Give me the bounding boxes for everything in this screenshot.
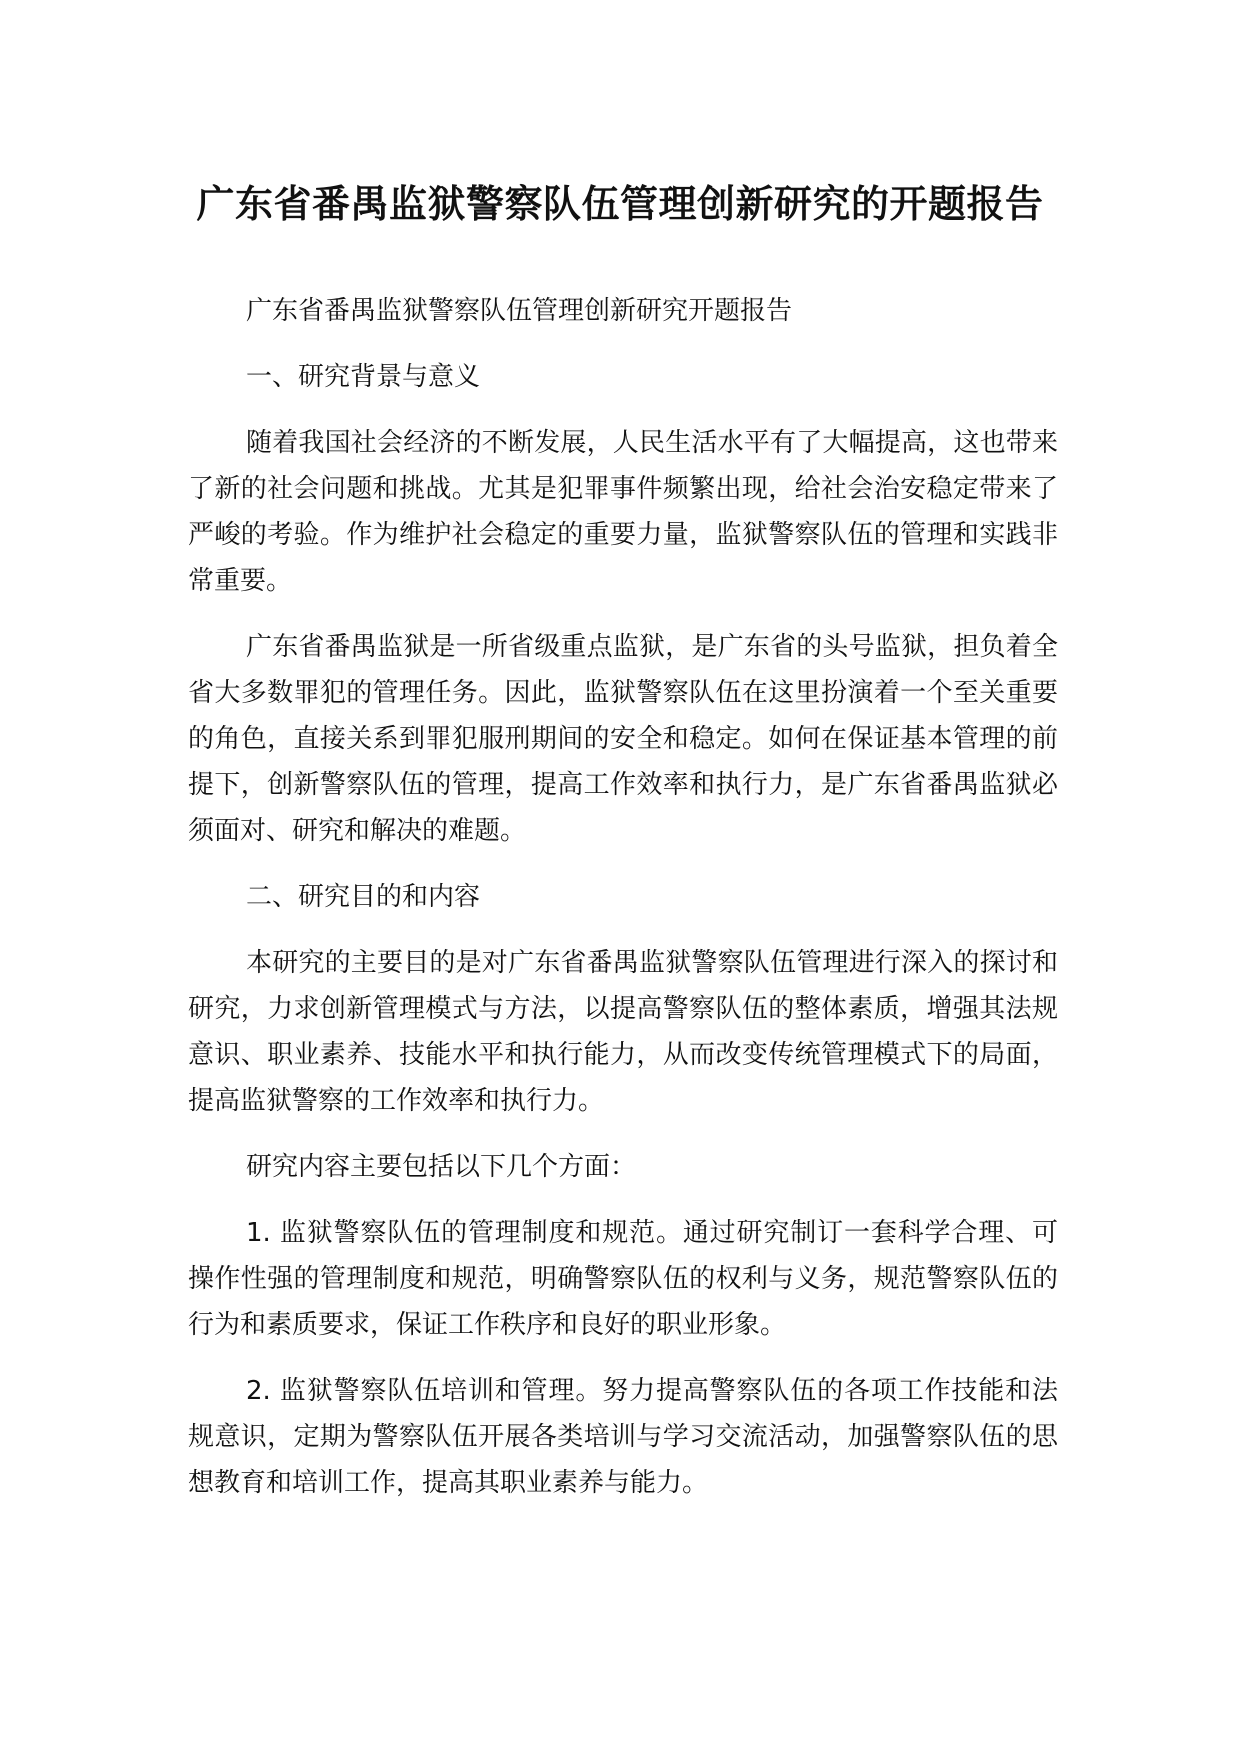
document-title: 广东省番禺监狱警察队伍管理创新研究的开题报告 bbox=[196, 182, 1044, 226]
document-body bbox=[188, 288, 1058, 1526]
paragraph-background: 随着我国社会经济的不断发展，人民生活水平有了大幅提高，这也带来了新的社会问题和挑战。尤其是犯罪事件频繁出现，给社会治安稳定带来了严峻的考验。作为维护社会稳定的重要力量，监狱警察队伍的管理和实践非常重要。 bbox=[188, 428, 1058, 596]
section-heading-background: 一、研究背景与意义 bbox=[246, 362, 481, 392]
paragraph-prison-intro: 广东省番禺监狱是一所省级重点监狱，是广东省的头号监狱，担负着全省大多数罪犯的管理任务。因此，监狱警察队伍在这里扮演着一个至关重要的角色，直接关系到罪犯服刑期间的安全和稳定。如何在保证基本管理的前提下，创新警察队伍的管理，提高工作效率和执行力，是广东省番禺监狱必须面对、研究和解决的难题。 bbox=[188, 632, 1058, 846]
section-heading-purpose: 二、研究目的和内容 bbox=[246, 882, 481, 912]
paragraph-content-intro: 研究内容主要包括以下几个方面： bbox=[246, 1152, 637, 1182]
list-item-training: 2. 监狱警察队伍培训和管理。努力提高警察队伍的各项工作技能和法规意识，定期为警察队伍开展各类培训与学习交流活动，加强警察队伍的思想教育和培训工作，提高其职业素养与能力。 bbox=[188, 1376, 1058, 1498]
subtitle-paragraph: 广东省番禺监狱警察队伍管理创新研究开题报告 bbox=[246, 296, 793, 326]
list-item-management-system: 1. 监狱警察队伍的管理制度和规范。通过研究制订一套科学合理、可操作性强的管理制度和规范，明确警察队伍的权利与义务，规范警察队伍的行为和素质要求，保证工作秩序和良好的职业形象。 bbox=[188, 1218, 1058, 1340]
paragraph-purpose: 本研究的主要目的是对广东省番禺监狱警察队伍管理进行深入的探讨和研究，力求创新管理模式与方法，以提高警察队伍的整体素质，增强其法规意识、职业素养、技能水平和执行能力，从而改变传统管理模式下的局面，提高监狱警察的工作效率和执行力。 bbox=[188, 948, 1058, 1116]
